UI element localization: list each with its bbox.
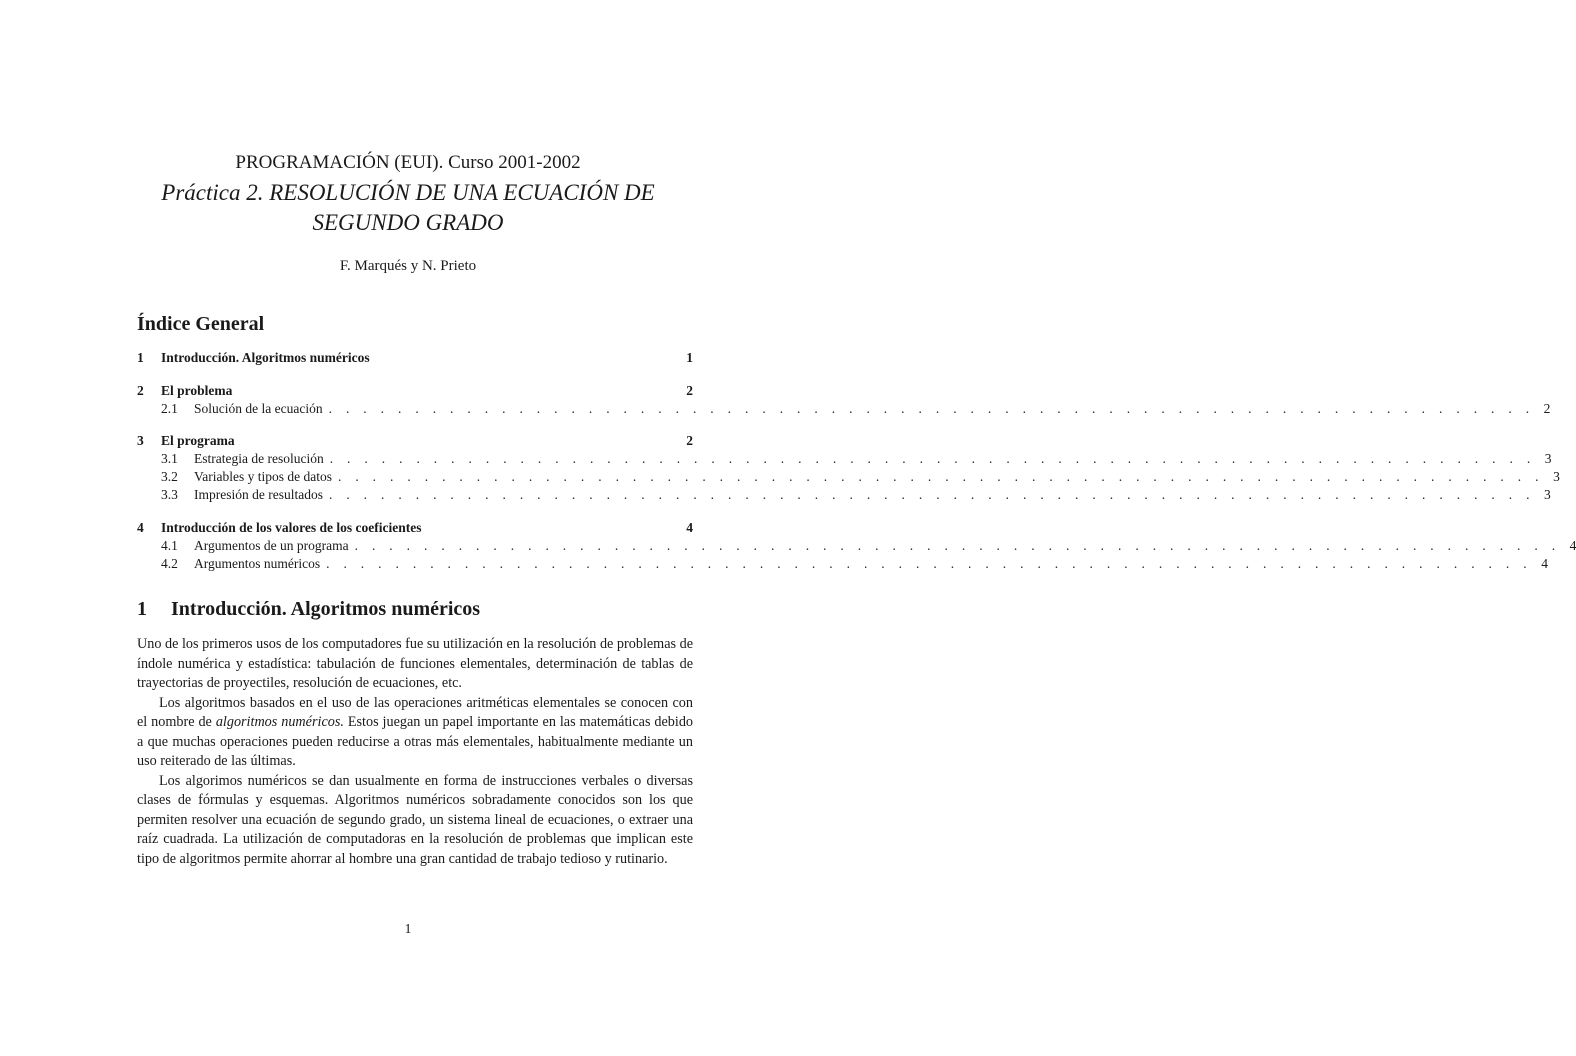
toc-leader-dots: . . . . . . . . . . . . . . . . . . . . . . . . . . . . . . . . . . . . . . . . . . . . . . . . . . . . . . . . . . . . . . . . . . . . . . bbox=[328, 401, 1535, 416]
toc-heading: Índice General bbox=[137, 313, 265, 335]
toc-entry-number: 4 bbox=[137, 520, 144, 535]
toc-entry-number: 3 bbox=[137, 433, 144, 448]
toc-entry-page: 3 bbox=[1553, 469, 1560, 484]
section-heading bbox=[137, 598, 480, 621]
toc-entry-page: 4 bbox=[686, 520, 693, 535]
document-title bbox=[0, 178, 816, 238]
toc-entry-title: Argumentos de un programa bbox=[194, 538, 349, 553]
toc-entry-3-3[interactable] bbox=[137, 487, 1551, 505]
toc-entry-page: 2 bbox=[686, 433, 693, 448]
toc-entry-page: 4 bbox=[1541, 556, 1548, 571]
toc-leader-dots: . . . . . . . . . . . . . . . . . . . . . . . . . . . . . . . . . . . . . . . . . . . . . . . . . . . . . . . . . . . . . . . . . . . . . . bbox=[326, 556, 1532, 571]
toc-entry-1[interactable] bbox=[137, 350, 693, 368]
toc-entry-title: Solución de la ecuación bbox=[194, 401, 323, 416]
course-header: PROGRAMACIÓN (EUI). Curso 2001-2002 bbox=[235, 152, 581, 173]
paragraph-2-end: Estos juegan un papel importante en las matemáticas debido a que muchas operaciones pueden reducirse a otras más elementales, habitualmente mediante un uso reiterado de las últimas. bbox=[137, 714, 694, 769]
toc-entry-number: 3.3 bbox=[161, 487, 178, 502]
title-line-1: Práctica 2. RESOLUCIÓN DE UNA ECUACIÓN DE bbox=[161, 180, 655, 205]
toc-entry-2[interactable] bbox=[137, 383, 693, 401]
toc-entry-number: 4.1 bbox=[161, 538, 178, 553]
toc-entry-number: 3.2 bbox=[161, 469, 178, 484]
toc-entry-title: Introducción. Algoritmos numéricos bbox=[161, 350, 370, 365]
paragraph-2 bbox=[137, 694, 693, 772]
paragraph-3: Los algorimos numéricos se dan usualmente en forma de instrucciones verbales o diversas clases de fórmulas y esquemas. Algoritmos numéricos sobradamente conocidos son los que permiten resolver una ecuación de segundo grado, un sistema lineal de ecuaciones, o extraer una raíz cuadrada. La utilización de computadoras en la resolución de problemas que implican este tipo de algoritmos permite ahorrar al hombre una gran cantidad de trabajo tedioso y rutinario. bbox=[137, 772, 693, 867]
toc-entry-number: 3.1 bbox=[161, 451, 178, 466]
toc-entry-number: 2 bbox=[137, 383, 144, 398]
toc-entry-number: 4.2 bbox=[161, 556, 178, 571]
toc-entry-title: Impresión de resultados bbox=[194, 487, 323, 502]
section-number: 1 bbox=[137, 598, 147, 620]
paragraph-2-start: Los algoritmos basados en el uso de las operaciones aritméticas elementales se conocen con el nombre de bbox=[137, 694, 693, 730]
toc-entry-page: 4 bbox=[1569, 538, 1576, 553]
toc-entry-4[interactable] bbox=[137, 520, 693, 538]
paragraph-1: Uno de los primeros usos de los computadores fue su utilización en la resolución de problemas de índole numérica y estadística: tabulación de funciones elementales, determinación de tablas de trayectorias de proyectiles, resolución de ecuaciones, etc. bbox=[137, 636, 693, 691]
toc-entry-page: 2 bbox=[1543, 401, 1551, 416]
toc-entry-page: 3 bbox=[1544, 451, 1552, 466]
toc-leader-dots: . . . . . . . . . . . . . . . . . . . . . . . . . . . . . . . . . . . . . . . . . . . . . . . . . . . . . . . . . . . . . . . . . . . . . . bbox=[329, 451, 1536, 466]
toc-leader-dots: . . . . . . . . . . . . . . . . . . . . . . . . . . . . . . . . . . . . . . . . . . . . . . . . . . . . . . . . . . . . . . . . . . . . . . bbox=[354, 538, 1561, 553]
toc-entry-title: Argumentos numéricos bbox=[194, 556, 321, 571]
toc-entry-3-1[interactable] bbox=[137, 451, 1552, 469]
toc-entry-page: 2 bbox=[686, 383, 693, 398]
section-title: Introducción. Algoritmos numéricos bbox=[171, 598, 481, 620]
toc-entry-title: Variables y tipos de datos bbox=[194, 469, 332, 484]
toc-entry-title: El programa bbox=[161, 433, 235, 448]
toc-entry-number: 2.1 bbox=[161, 401, 178, 416]
toc-entry-number: 1 bbox=[137, 350, 144, 365]
emphasis-term: algoritmos numéricos. bbox=[215, 714, 344, 730]
toc-entry-title: Estrategia de resolución bbox=[194, 451, 324, 466]
authors: F. Marqués y N. Prieto bbox=[339, 258, 477, 274]
title-line-2: SEGUNDO GRADO bbox=[312, 210, 504, 235]
toc-entry-4-1[interactable] bbox=[137, 538, 1576, 556]
toc-entry-page: 3 bbox=[1544, 487, 1551, 502]
section-body bbox=[137, 635, 693, 869]
toc-leader-dots: . . . . . . . . . . . . . . . . . . . . . . . . . . . . . . . . . . . . . . . . . . . . . . . . . . . . . . . . . . . . . . . . . . . . . . bbox=[328, 487, 1535, 502]
toc-entry-3-2[interactable] bbox=[137, 469, 1560, 487]
page-number: 1 bbox=[404, 922, 412, 937]
toc-entry-4-2[interactable] bbox=[137, 556, 1548, 574]
toc-entry-title: El problema bbox=[161, 383, 233, 398]
toc-entry-2-1[interactable] bbox=[137, 401, 1551, 419]
toc-entry-title: Introducción de los valores de los coeficientes bbox=[161, 520, 422, 535]
toc-leader-dots: . . . . . . . . . . . . . . . . . . . . . . . . . . . . . . . . . . . . . . . . . . . . . . . . . . . . . . . . . . . . . . . . . . . . . . bbox=[337, 469, 1544, 484]
toc-entry-3[interactable] bbox=[137, 433, 693, 451]
toc-entry-page: 1 bbox=[686, 350, 693, 365]
